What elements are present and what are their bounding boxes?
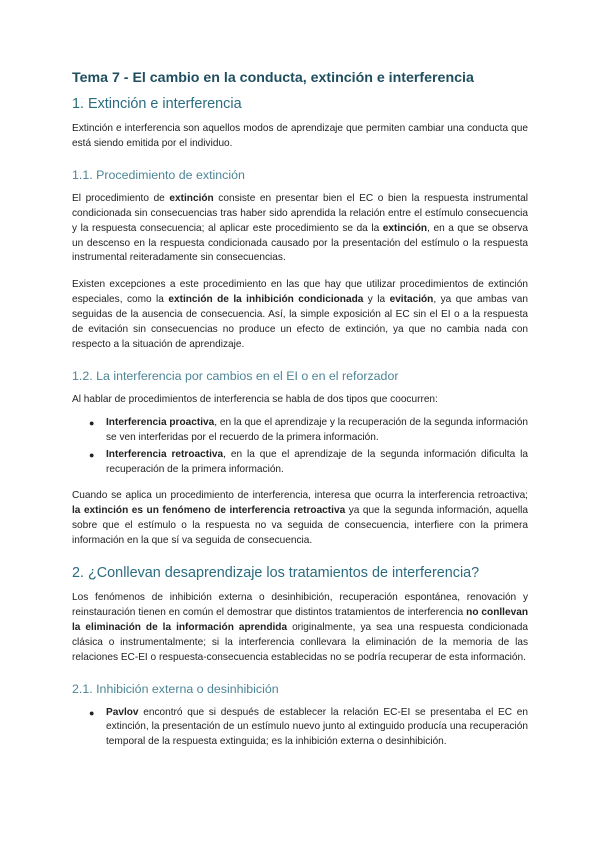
bullet-icon: ● [89,449,95,460]
bullet-icon: ● [89,417,95,428]
list-item: ● Interferencia retroactiva, en la que el aprendizaje de la segunda información dificulta la recuperación de la primera información. [89,448,528,475]
section-1-intro: Extinción e interferencia son aquellos modos de aprendizaje que permiten cambiar una conducta que está siendo emitida por el individuo. [72,123,528,149]
interference-intro: Al hablar de procedimientos de interferencia se habla de dos tipos que coocurren: [72,393,438,405]
section-1-heading: 1. Extinción e interferencia [72,96,242,112]
document-page [72,68,528,750]
section-2-1-heading: 2.1. Inhibición externa o desinhibición [72,681,279,696]
extinction-procedure-paragraph: El procedimiento de extinción consiste en presentar bien el EC o bien la respuesta instrumental condicionada sin consecuencias tras haber sido aprendida la relación entre el estímulo consecuencia y la respuesta consecuencia; al aplicar este procedimiento se da la extinción, en a que se observa un descenso en la respuesta condicionada causado por la presentación del estímulo o la respuesta instrumental reiteradamente sin consecuencias. [72,192,528,264]
section-2-heading: 2. ¿Conllevan desaprendizaje los tratamientos de interferencia? [72,565,480,582]
interference-types-list [72,416,528,478]
external-inhibition-list [72,706,528,751]
bullet-icon: ● [89,707,95,718]
document-title: Tema 7 - El cambio en la conducta, extinción e interferencia [72,70,474,86]
section-1-2-heading: 1.2. La interferencia por cambios en el EI o en el reforzador [72,368,399,383]
section-1-1-heading: 1.1. Procedimiento de extinción [72,167,245,182]
extinction-exceptions-paragraph: Existen excepciones a este procedimiento en las que hay que utilizar procedimientos de extinción especiales, como la extinción de la inhibición condicionada y la evitación, ya que ambas van seguidas de la ausencia de consecuencia. Así, la simple exposición al EC sin el EI o a la respuesta de evitación sin consecuencias no produce un efecto de extinción, ya que no cambia nada con respecto a la situación de aprendizaje. [72,279,528,350]
unlearning-paragraph: Los fenómenos de inhibición externa o desinhibición, recuperación espontánea, renovación y reinstauración tienen en común el demostrar que distintos tratamientos de interferencia no conllevan la eliminación de la información aprendida originalmente, ya sea una respuesta condicionada clásica o instrumentalmente; si la interferencia conllevara la eliminación de la memoria de las relaciones EC-EI o respuesta-consecuencia establecidas no se podría recuperar de esta información. [72,592,528,663]
retroactive-interference-paragraph: Cuando se aplica un procedimiento de interferencia, interesa que ocurra la interferencia retroactiva; la extinción es un fenómeno de interferencia retroactiva ya que la segunda información, aquella sobre que el estímulo o la respuesta no va seguida de consecuencia, interfiere con la primera información en la que sí va seguida de consecuencia. [72,490,528,547]
list-item: ● Pavlov encontró que si después de establecer la relación EC-EI se presentaba el EC en extinción, la presentación de un estímulo nuevo junto al extinguido producía una recuperación temporal de la respuesta extinguida; es la inhibición externa o desinhibición. [89,706,528,748]
list-item: ● Interferencia proactiva, en la que el aprendizaje y la recuperación de la segunda información se ven interferidas por el recuerdo de la primera información. [89,416,528,443]
